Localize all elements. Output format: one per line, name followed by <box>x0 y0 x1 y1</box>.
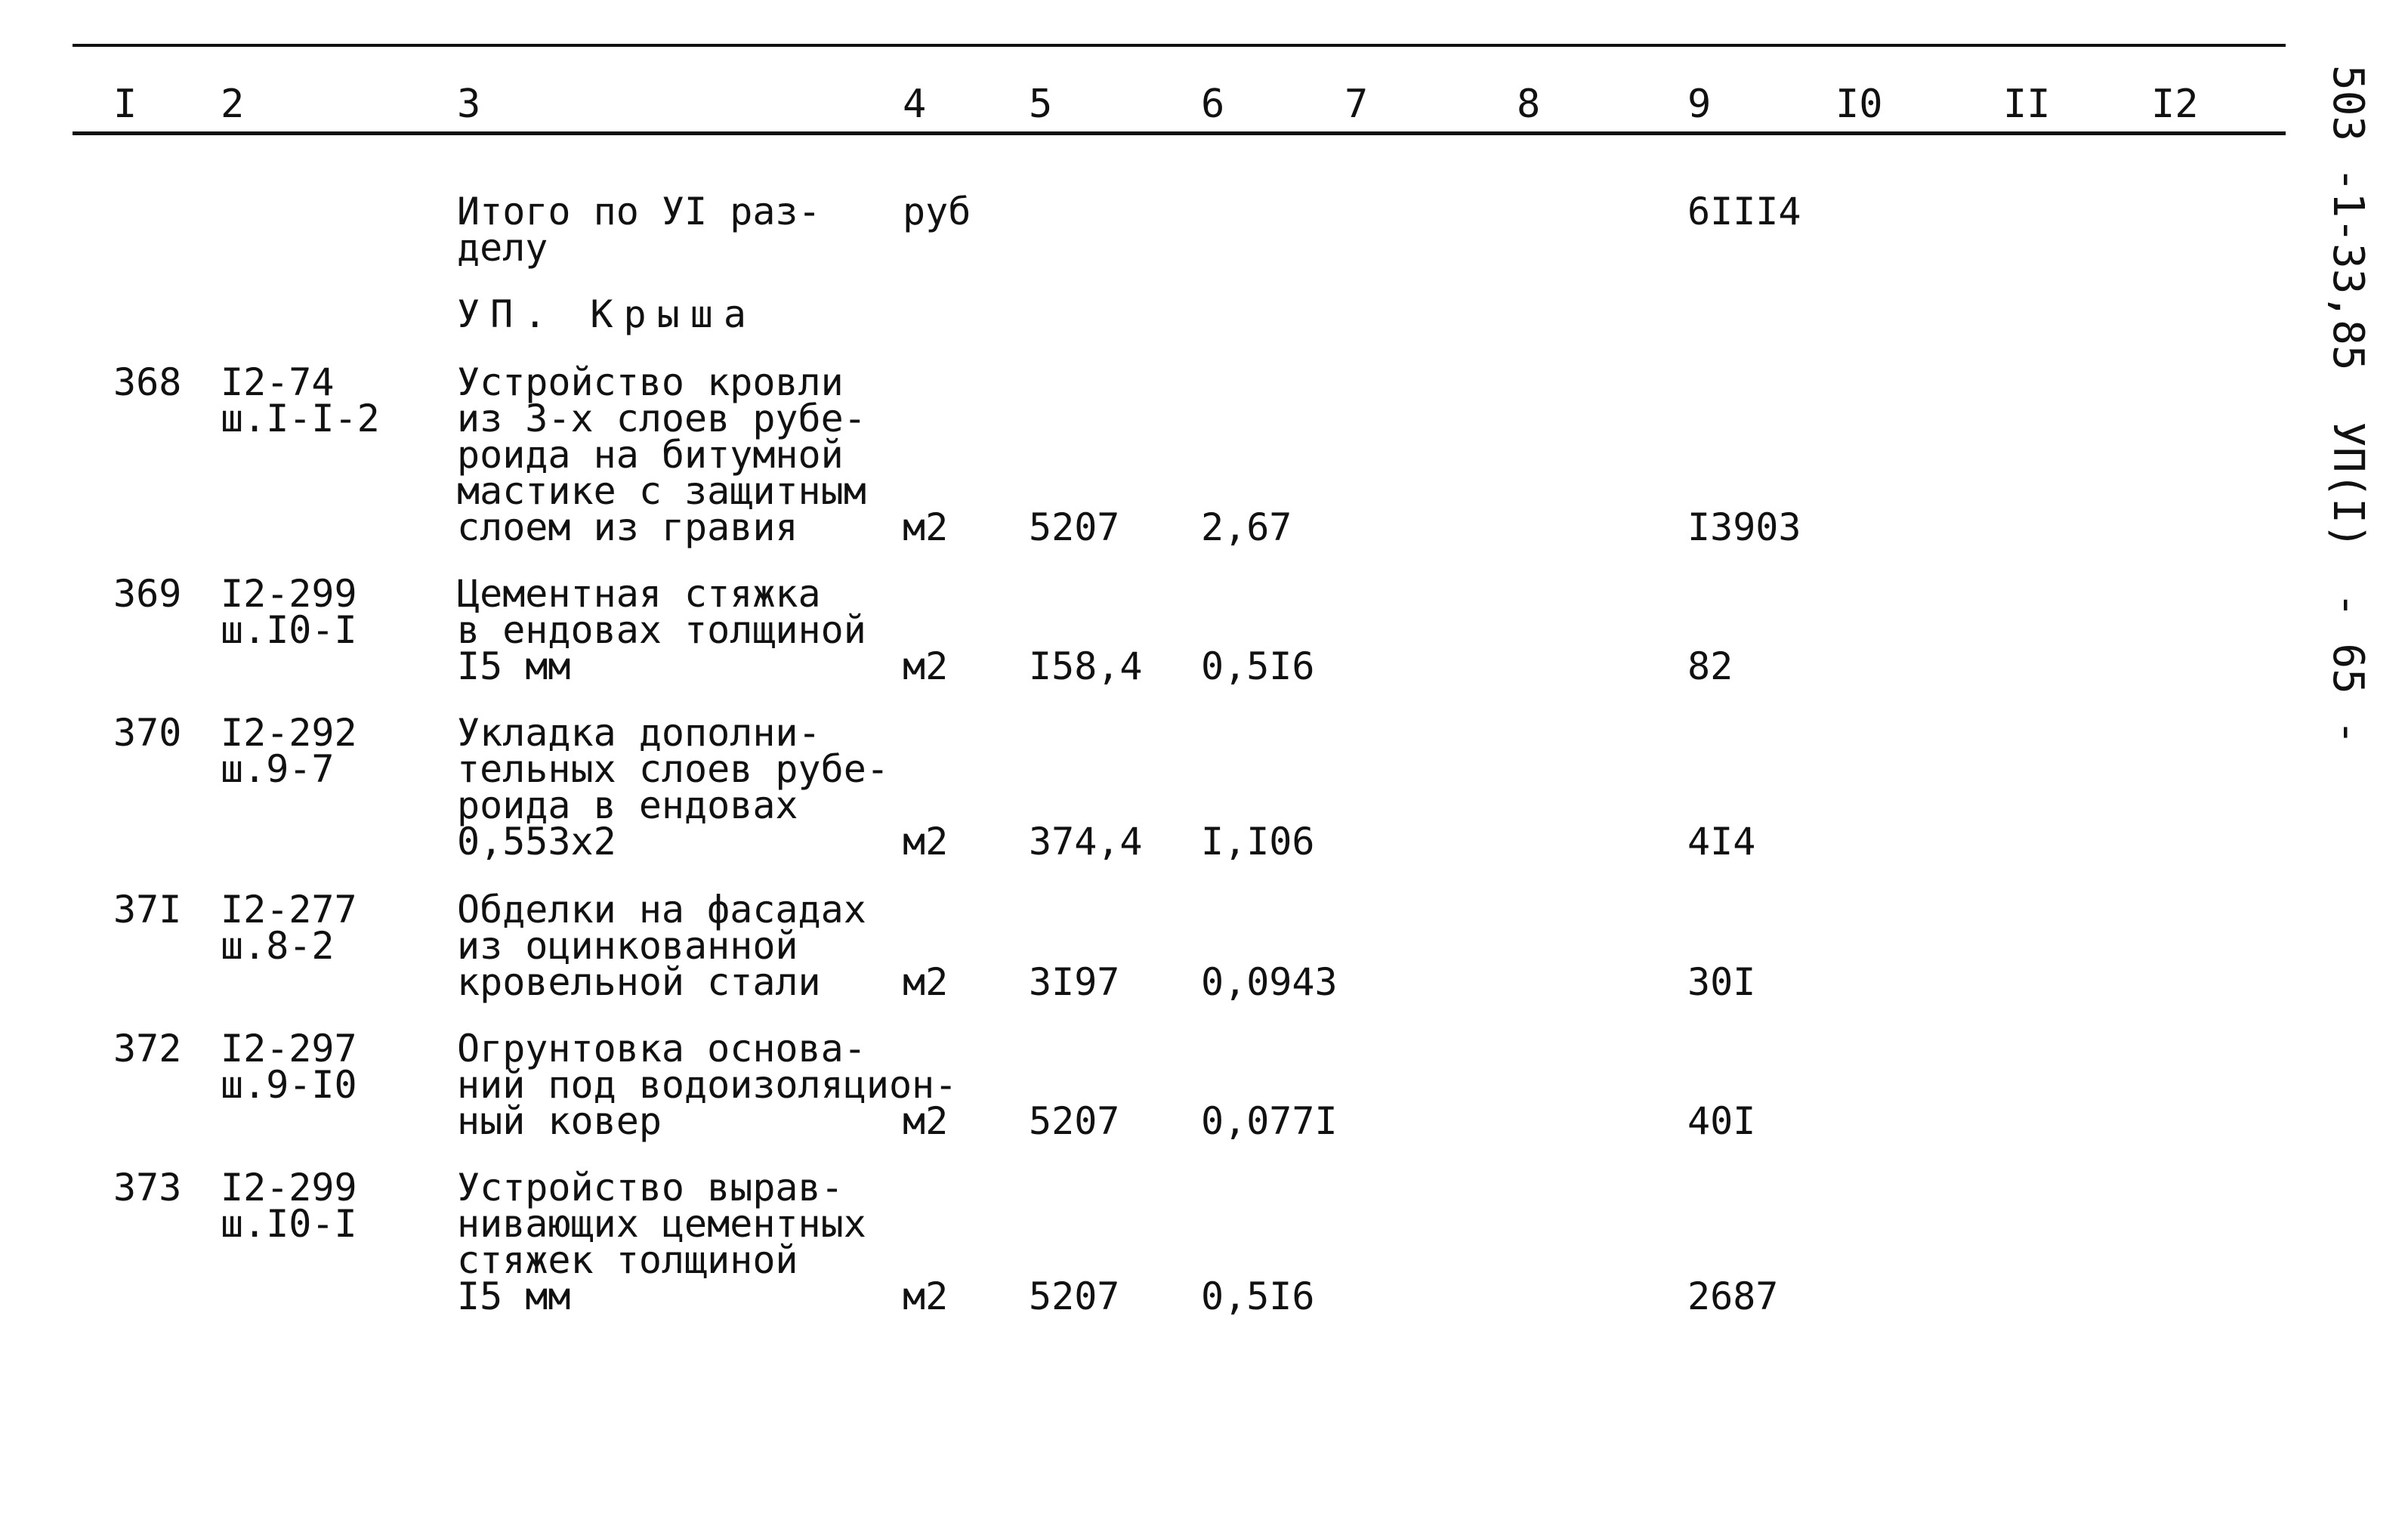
row-quantity: 3I97 <box>1029 960 1120 1004</box>
row-total: 40I <box>1687 1099 1756 1143</box>
column-header-10: I0 <box>1835 82 1883 127</box>
document-code-label: 503 -1-33,85 УП(I) <box>2323 65 2372 549</box>
column-header-7: 7 <box>1344 82 1369 127</box>
row-unit: м2 <box>903 505 949 549</box>
row-total: 4I4 <box>1687 820 1756 864</box>
column-header-5: 5 <box>1029 82 1053 127</box>
column-header-9: 9 <box>1687 82 1712 127</box>
row-total: I3903 <box>1687 505 1801 549</box>
row-total: 30I <box>1687 960 1756 1004</box>
row-unit-price: 0,5I6 <box>1201 644 1315 688</box>
row-unit: м2 <box>903 644 949 688</box>
column-header-6: 6 <box>1201 82 1225 127</box>
header-rule <box>73 131 2286 135</box>
row-quantity: 5207 <box>1029 1099 1120 1143</box>
row-unit-price: 0,077I <box>1201 1099 1338 1143</box>
row-number: 368 <box>113 360 182 404</box>
row-unit: м2 <box>903 960 949 1004</box>
row-code: I2-299 ш.I0-I <box>221 1166 357 1246</box>
column-header-2: 2 <box>221 82 245 127</box>
row-description: Устройство вырав- нивающих цементных стяжек толщиной I5 мм <box>457 1166 866 1318</box>
row-number: 372 <box>113 1027 182 1071</box>
total-unit: руб <box>903 190 971 233</box>
total-label: Итого по УI раз- делу <box>457 190 821 270</box>
column-header-12: I2 <box>2151 82 2199 127</box>
column-header-3: 3 <box>457 82 481 127</box>
row-code: I2-297 ш.9-I0 <box>221 1027 357 1107</box>
row-unit-price: 0,5I6 <box>1201 1274 1315 1318</box>
row-unit: м2 <box>903 1274 949 1318</box>
total-value: 6III4 <box>1687 190 1801 233</box>
column-header-8: 8 <box>1517 82 1541 127</box>
row-description: Цементная стяжка в ендовах толщиной I5 мм <box>457 572 866 688</box>
row-quantity: 5207 <box>1029 1274 1120 1318</box>
row-unit-price: 2,67 <box>1201 505 1292 549</box>
row-quantity: 5207 <box>1029 505 1120 549</box>
row-number: 369 <box>113 572 182 616</box>
row-code: I2-277 ш.8-2 <box>221 888 357 968</box>
row-description: Укладка дополни- тельных слоев рубе- роида в ендовах 0,553х2 <box>457 711 889 864</box>
row-code: I2-292 ш.9-7 <box>221 711 357 791</box>
row-description: Обделки на фасадах из оцинкованной кровельной стали <box>457 888 866 1004</box>
row-quantity: 374,4 <box>1029 820 1143 864</box>
page-number: - 65 - <box>2323 592 2372 746</box>
row-total: 82 <box>1687 644 1733 688</box>
row-number: 370 <box>113 711 182 755</box>
row-unit-price: 0,0943 <box>1201 960 1338 1004</box>
row-number: 37I <box>113 888 182 932</box>
row-unit: м2 <box>903 820 949 864</box>
top-rule <box>73 44 2286 47</box>
row-total: 2687 <box>1687 1274 1779 1318</box>
row-unit-price: I,I06 <box>1201 820 1315 864</box>
column-header-11: II <box>2003 82 2051 127</box>
row-unit: м2 <box>903 1099 949 1143</box>
column-header-1: I <box>113 82 137 127</box>
row-description: Устройство кровли из 3-х слоев рубе- роида на битумной мастике с защитным слоем из гравия <box>457 360 866 549</box>
section-title: УП. Крыша <box>457 292 757 336</box>
row-code: I2-299 ш.I0-I <box>221 572 357 652</box>
row-description: Огрунтовка основа- ний под водоизоляцион- ный ковер <box>457 1027 958 1143</box>
row-code: I2-74 ш.I-I-2 <box>221 360 380 440</box>
row-number: 373 <box>113 1166 182 1210</box>
row-quantity: I58,4 <box>1029 644 1143 688</box>
column-header-4: 4 <box>903 82 927 127</box>
